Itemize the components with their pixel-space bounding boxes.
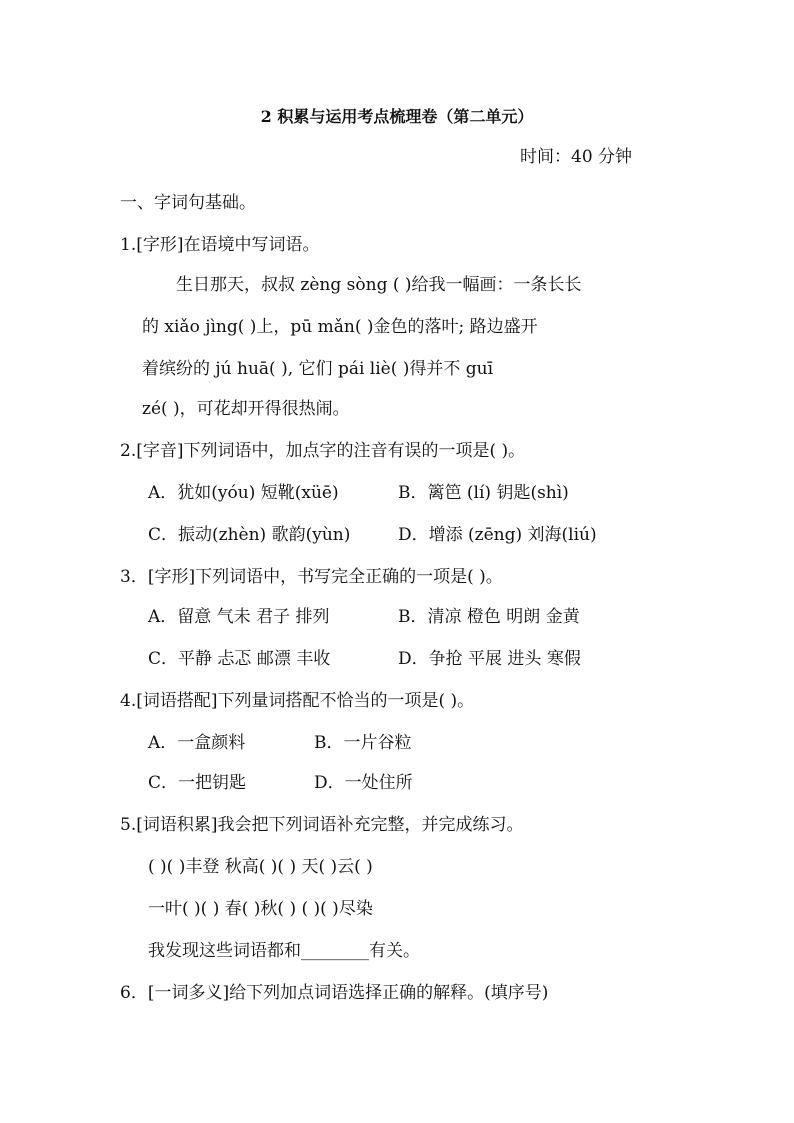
question-3-options-row: [148, 648, 581, 670]
question-6-stem: 6．[一词多义]给下列加点词语选择正确的解释。(填序号): [120, 983, 549, 1003]
page-title: 2 积累与运用考点梳理卷（第二单元）: [260, 107, 534, 126]
question-2-options-row: [148, 524, 597, 546]
question-1-line: 的 xiǎo jìng( )上，pū mǎn( )金色的落叶; 路边盛开: [142, 317, 538, 337]
exam-time: 时间：40 分钟: [520, 147, 633, 167]
question-2-stem: 2.[字音]下列词语中，加点字的注音有误的一项是( )。: [120, 441, 526, 461]
option-a: A．一盒颜料: [148, 733, 246, 753]
question-4-options-row: [148, 732, 412, 754]
option-b: B．清凉 橙色 明朗 金黄: [398, 607, 580, 627]
question-1-line: zé( )，可花却开得很热闹。: [142, 399, 350, 419]
question-1-line: 着缤纷的 jú huā( ), 它们 pái liè( )得并不 guī: [142, 359, 494, 379]
option-d: D．增添 (zēng) 刘海(liú): [398, 525, 597, 545]
option-c: C．一把钥匙: [148, 773, 247, 793]
question-1-stem: 1.[字形]在语境中写词语。: [120, 235, 320, 255]
option-a: A．留意 气未 君子 排列: [148, 607, 330, 627]
question-2-options-row: [148, 482, 569, 504]
option-a: A．犹如(yóu) 短靴(xüē): [148, 483, 339, 503]
question-5-row: 我发现这些词语都和________有关。: [148, 941, 420, 961]
question-4-stem: 4.[词语搭配]下列量词搭配不恰当的一项是( )。: [120, 691, 475, 711]
question-4-options-row: [148, 772, 413, 794]
option-c: C．平静 忐忑 邮漂 丰收: [148, 649, 331, 669]
option-b: B．篱笆 (lí) 钥匙(shì): [398, 483, 569, 503]
question-5-stem: 5.[词语积累]我会把下列词语补充完整，并完成练习。: [120, 815, 524, 835]
question-5-row: ( )( )丰登 秋高( )( ) 天( )云( ): [148, 857, 373, 877]
question-5-row: 一叶( )( ) 春( )秋( ) ( )( )尽染: [148, 899, 373, 919]
question-3-options-row: [148, 606, 580, 628]
option-d: D．争抢 平展 进头 寒假: [398, 649, 581, 669]
question-1-line: 生日那天，叔叔 zèng sòng ( )给我一幅画：一条长长: [176, 275, 582, 295]
question-3-stem: 3．[字形]下列词语中，书写完全正确的一项是( )。: [120, 567, 503, 587]
section-heading: 一、字词句基础。: [120, 193, 256, 213]
option-c: C．振动(zhèn) 歌韵(yùn): [148, 525, 351, 545]
option-b: B．一片谷粒: [314, 733, 412, 753]
option-d: D．一处住所: [314, 773, 413, 793]
